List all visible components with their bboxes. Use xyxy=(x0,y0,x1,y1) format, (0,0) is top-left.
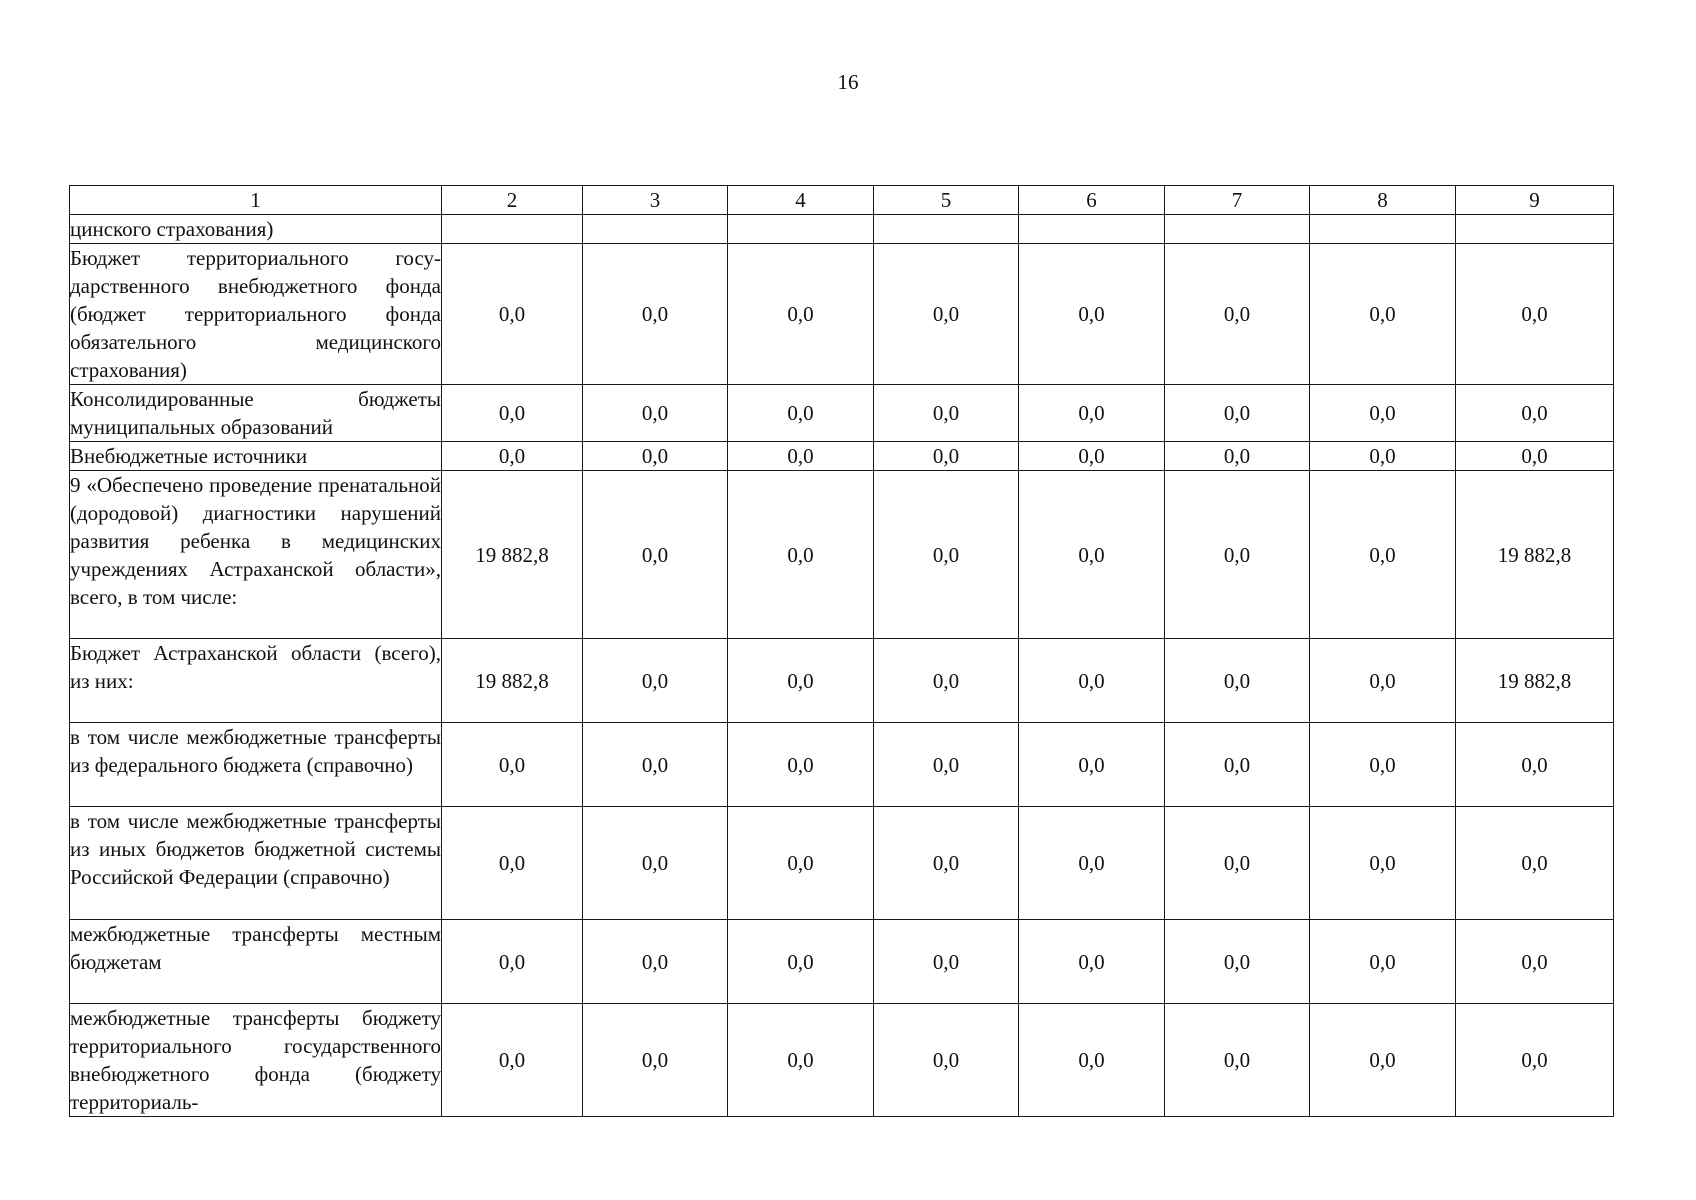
cell-value: 0,0 xyxy=(874,471,1019,639)
table-row xyxy=(70,442,1614,471)
column-header: 3 xyxy=(583,186,728,215)
cell-value xyxy=(1019,215,1165,244)
cell-value: 0,0 xyxy=(728,920,874,1004)
cell-value: 0,0 xyxy=(1310,244,1456,385)
cell-value: 0,0 xyxy=(874,807,1019,920)
column-header: 5 xyxy=(874,186,1019,215)
cell-value xyxy=(728,215,874,244)
cell-value: 0,0 xyxy=(442,385,583,442)
cell-value: 19 882,8 xyxy=(1456,471,1614,639)
cell-value: 0,0 xyxy=(442,807,583,920)
column-header: 4 xyxy=(728,186,874,215)
column-header: 2 xyxy=(442,186,583,215)
cell-value: 0,0 xyxy=(874,920,1019,1004)
cell-value: 0,0 xyxy=(583,639,728,723)
cell-value: 0,0 xyxy=(1456,442,1614,471)
cell-value: 19 882,8 xyxy=(1456,639,1614,723)
cell-value: 0,0 xyxy=(1019,807,1165,920)
cell-value: 0,0 xyxy=(583,442,728,471)
cell-value: 0,0 xyxy=(728,442,874,471)
table-row xyxy=(70,639,1614,723)
cell-value: 0,0 xyxy=(1310,442,1456,471)
cell-value: 0,0 xyxy=(728,471,874,639)
row-label: межбюджетные трансферты бюджету территориального государственного внебюджетного фонда (бюджету территориаль- xyxy=(70,1004,442,1117)
cell-value: 0,0 xyxy=(1019,1004,1165,1117)
cell-value: 0,0 xyxy=(1456,244,1614,385)
cell-value: 0,0 xyxy=(1019,639,1165,723)
cell-value: 0,0 xyxy=(1310,723,1456,807)
cell-value: 0,0 xyxy=(1019,442,1165,471)
cell-value: 0,0 xyxy=(1310,920,1456,1004)
cell-value: 0,0 xyxy=(728,639,874,723)
column-header: 7 xyxy=(1165,186,1310,215)
cell-value: 19 882,8 xyxy=(442,639,583,723)
cell-value: 0,0 xyxy=(1456,723,1614,807)
cell-value: 0,0 xyxy=(874,385,1019,442)
table-row xyxy=(70,244,1614,385)
row-label: в том числе межбюджетные трансферты из иных бюджетов бюджетной системы Российской Федерации (справочно) xyxy=(70,807,442,920)
cell-value: 0,0 xyxy=(1165,723,1310,807)
column-header: 9 xyxy=(1456,186,1614,215)
cell-value: 0,0 xyxy=(1310,385,1456,442)
cell-value: 0,0 xyxy=(728,385,874,442)
cell-value: 0,0 xyxy=(583,244,728,385)
row-label: в том числе межбюджетные трансферты из федерального бюджета (справочно) xyxy=(70,723,442,807)
table-row xyxy=(70,723,1614,807)
cell-value: 0,0 xyxy=(1456,385,1614,442)
cell-value: 0,0 xyxy=(728,807,874,920)
cell-value: 0,0 xyxy=(442,920,583,1004)
cell-value xyxy=(874,215,1019,244)
cell-value: 0,0 xyxy=(1165,385,1310,442)
cell-value: 0,0 xyxy=(1165,1004,1310,1117)
row-label: 9 «Обеспечено проведение пренатальной (дородовой) диагностики нарушений развития ребенка в медицинских учреждениях Астраханской области», всего, в том числе: xyxy=(70,471,442,639)
cell-value: 0,0 xyxy=(1019,920,1165,1004)
table-row xyxy=(70,385,1614,442)
row-label: Бюджет территориального государственного внебюджетного фонда (бюджет территориального фонда обязательного медицинского страхования) xyxy=(70,244,442,385)
cell-value: 0,0 xyxy=(1165,442,1310,471)
row-label: Внебюджетные источники xyxy=(70,442,442,471)
cell-value: 0,0 xyxy=(1165,244,1310,385)
cell-value: 0,0 xyxy=(1456,807,1614,920)
cell-value: 0,0 xyxy=(874,639,1019,723)
cell-value: 0,0 xyxy=(583,385,728,442)
cell-value: 0,0 xyxy=(1310,1004,1456,1117)
cell-value: 0,0 xyxy=(874,723,1019,807)
cell-value: 0,0 xyxy=(874,442,1019,471)
cell-value xyxy=(1165,215,1310,244)
cell-value: 0,0 xyxy=(1456,1004,1614,1117)
cell-value: 0,0 xyxy=(1165,807,1310,920)
row-label: межбюджетные трансферты местным бюджетам xyxy=(70,920,442,1004)
cell-value: 0,0 xyxy=(728,723,874,807)
cell-value: 0,0 xyxy=(1165,639,1310,723)
table-row xyxy=(70,807,1614,920)
cell-value: 0,0 xyxy=(1165,471,1310,639)
cell-value: 0,0 xyxy=(1019,244,1165,385)
cell-value: 0,0 xyxy=(1310,639,1456,723)
cell-value: 0,0 xyxy=(442,442,583,471)
budget-table xyxy=(69,185,1614,1117)
cell-value: 0,0 xyxy=(583,723,728,807)
table-row xyxy=(70,215,1614,244)
cell-value xyxy=(583,215,728,244)
table-row xyxy=(70,920,1614,1004)
cell-value: 0,0 xyxy=(583,807,728,920)
table-row xyxy=(70,1004,1614,1117)
cell-value: 0,0 xyxy=(442,723,583,807)
cell-value: 0,0 xyxy=(1019,385,1165,442)
cell-value: 0,0 xyxy=(1165,920,1310,1004)
cell-value: 0,0 xyxy=(1310,471,1456,639)
row-label: Бюджет Астраханской области (всего), из них: xyxy=(70,639,442,723)
cell-value: 0,0 xyxy=(1310,807,1456,920)
cell-value: 0,0 xyxy=(1019,723,1165,807)
column-header: 1 xyxy=(70,186,442,215)
cell-value xyxy=(1456,215,1614,244)
row-label: цинского страхования) xyxy=(70,215,442,244)
table-row xyxy=(70,471,1614,639)
cell-value: 0,0 xyxy=(728,244,874,385)
page-number: 16 xyxy=(837,70,859,94)
cell-value: 0,0 xyxy=(583,1004,728,1117)
cell-value: 19 882,8 xyxy=(442,471,583,639)
row-label: Консолидированные бюджеты муниципальных образований xyxy=(70,385,442,442)
cell-value: 0,0 xyxy=(583,920,728,1004)
cell-value: 0,0 xyxy=(874,244,1019,385)
cell-value: 0,0 xyxy=(1019,471,1165,639)
cell-value: 0,0 xyxy=(583,471,728,639)
column-header: 8 xyxy=(1310,186,1456,215)
column-header: 6 xyxy=(1019,186,1165,215)
cell-value: 0,0 xyxy=(728,1004,874,1117)
cell-value: 0,0 xyxy=(874,1004,1019,1117)
cell-value xyxy=(1310,215,1456,244)
cell-value: 0,0 xyxy=(442,1004,583,1117)
cell-value: 0,0 xyxy=(442,244,583,385)
cell-value: 0,0 xyxy=(1456,920,1614,1004)
table-header-row xyxy=(70,186,1614,215)
cell-value xyxy=(442,215,583,244)
